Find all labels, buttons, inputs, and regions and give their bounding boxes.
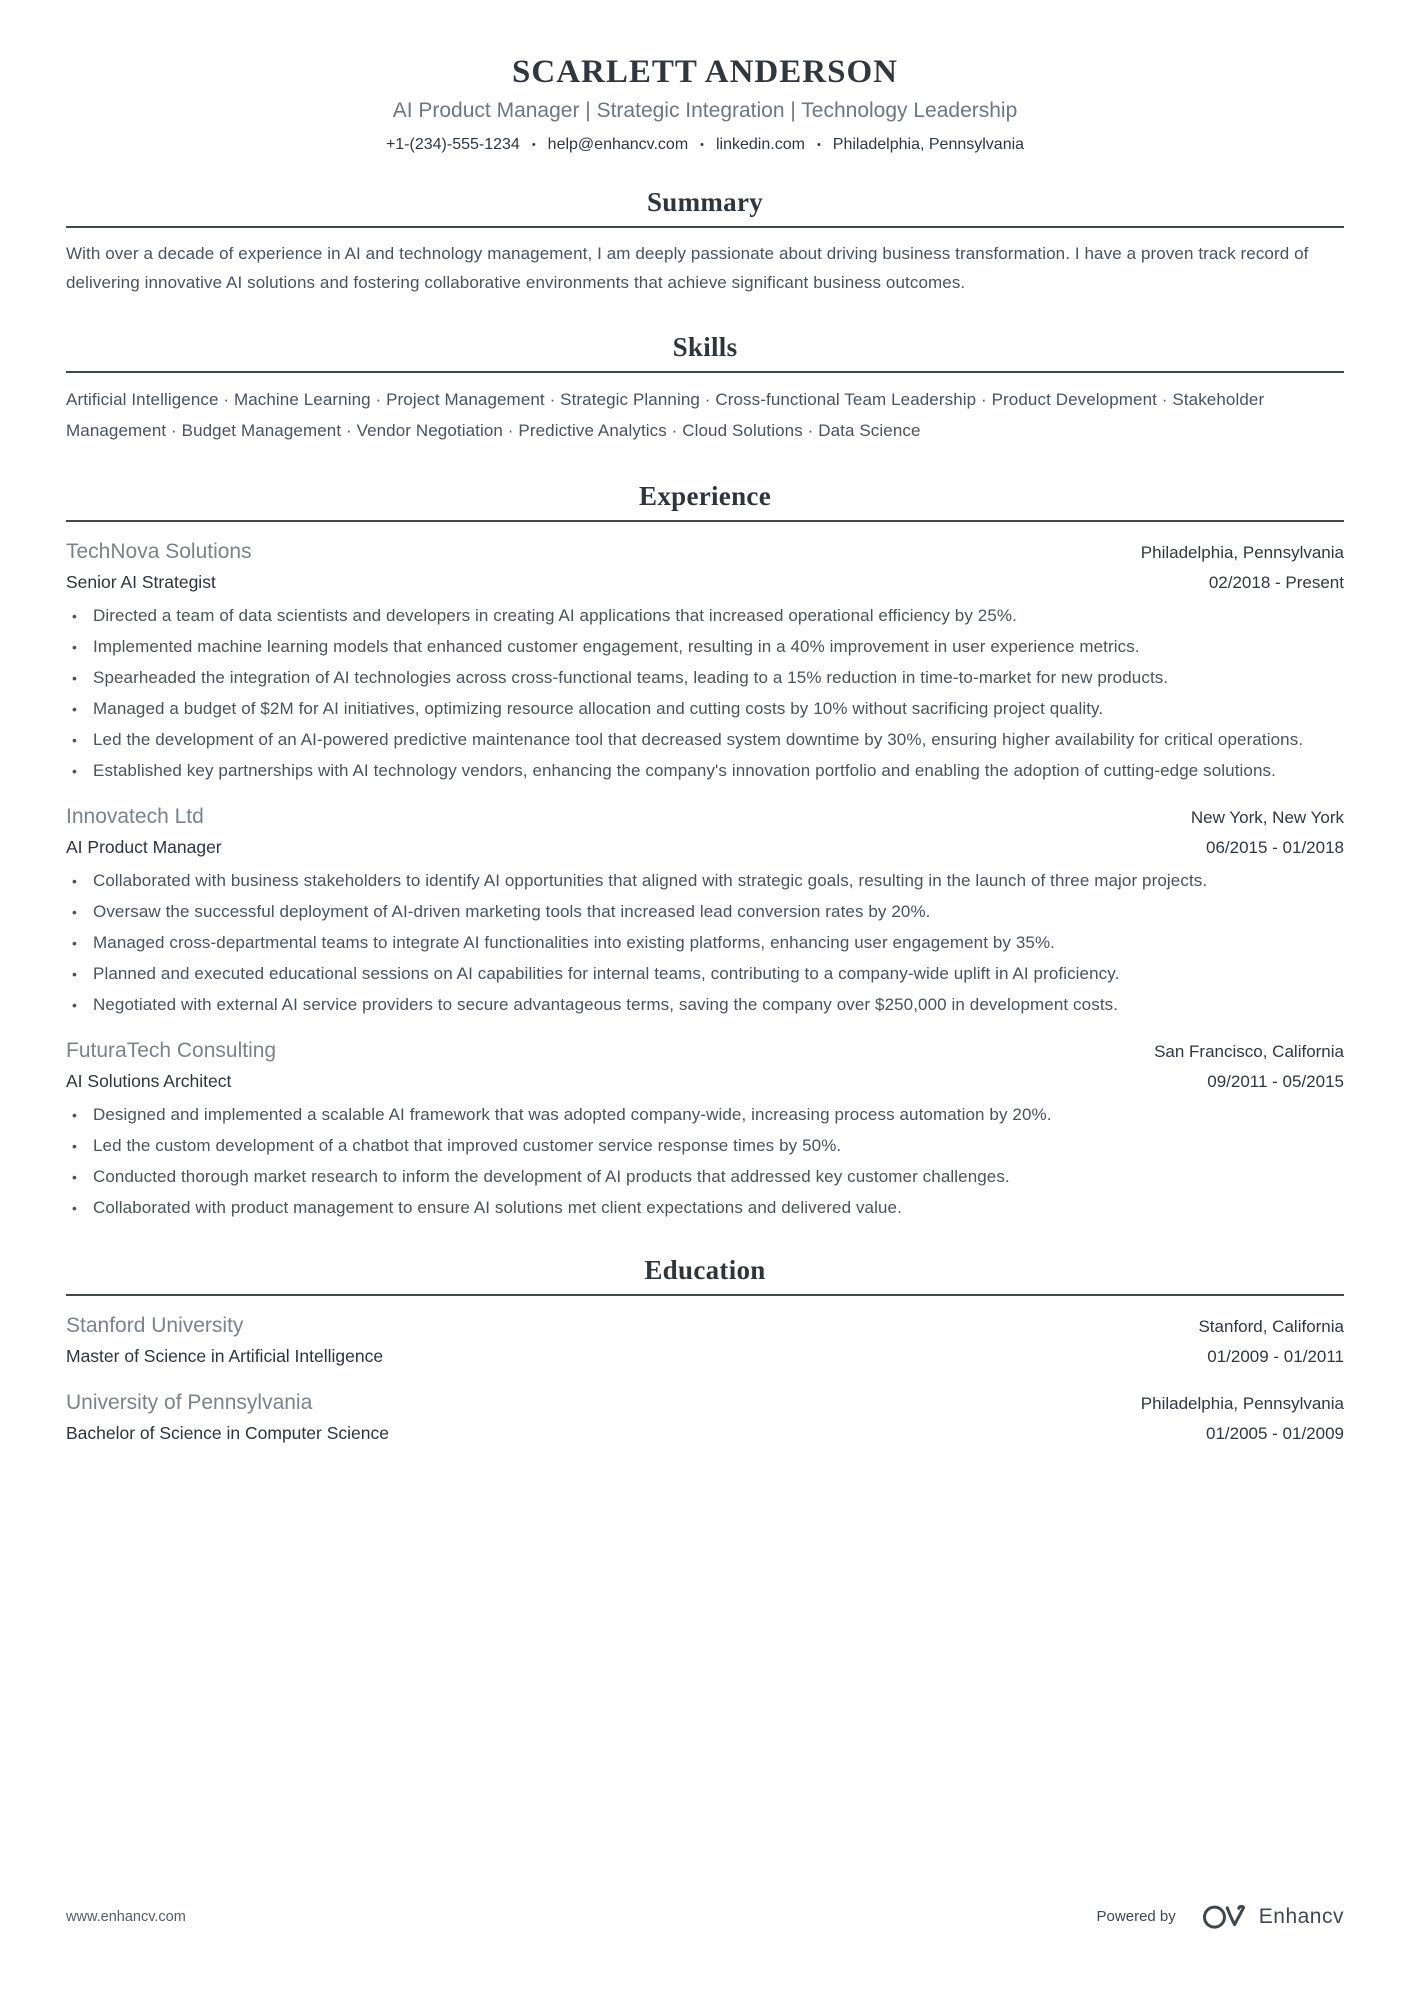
company-name: TechNova Solutions bbox=[66, 540, 252, 563]
section-divider bbox=[66, 371, 1344, 373]
job-location: San Francisco, California bbox=[1154, 1042, 1344, 1061]
section-skills bbox=[66, 331, 1344, 446]
contact-linkedin[interactable]: linkedin.com bbox=[716, 136, 805, 153]
education-school bbox=[66, 1389, 1344, 1446]
section-divider bbox=[66, 520, 1344, 522]
school-dates: 01/2005 - 01/2009 bbox=[1205, 1424, 1344, 1443]
website-link[interactable]: www.enhancv.com bbox=[66, 1908, 186, 1925]
job-bullet: • Collaborated with business stakeholders to identify AI opportunities that aligned with strategic goals, resulting in the launch of three major projects. bbox=[66, 869, 1344, 893]
enhancv-logo-link[interactable] bbox=[1202, 1902, 1344, 1931]
job-bullets bbox=[66, 869, 1344, 1017]
job-bullets bbox=[66, 604, 1344, 783]
job-dates: 06/2015 - 01/2018 bbox=[1205, 838, 1344, 857]
section-heading-experience: Experience bbox=[639, 481, 771, 511]
job-bullet: • Established key partnerships with AI technology vendors, enhancing the company's innovation portfolio and enabling the adoption of cutting-edge solutions. bbox=[66, 759, 1344, 783]
job-bullet: • Led the development of an AI-powered predictive maintenance tool that decreased system downtime by 30%, ensuring higher availability for critical operations. bbox=[66, 728, 1344, 752]
contact-line bbox=[66, 134, 1344, 156]
contact-separator: • bbox=[816, 139, 821, 151]
experience-job bbox=[66, 803, 1344, 1017]
education-school bbox=[66, 1312, 1344, 1369]
job-dates: 02/2018 - Present bbox=[1208, 573, 1344, 592]
experience-job bbox=[66, 1037, 1344, 1220]
school-location: Philadelphia, Pennsylvania bbox=[1140, 1394, 1344, 1413]
job-bullet: • Conducted thorough market research to inform the development of AI products that addressed key customer challenges. bbox=[66, 1165, 1344, 1189]
job-title: Senior AI Strategist bbox=[66, 572, 216, 592]
company-name: FuturaTech Consulting bbox=[66, 1039, 277, 1062]
section-heading-summary: Summary bbox=[646, 187, 764, 217]
school-location: Stanford, California bbox=[1198, 1317, 1344, 1336]
education-schools bbox=[66, 1312, 1344, 1446]
job-bullet: • Negotiated with external AI service providers to secure advantageous terms, saving the company over $250,000 in development costs. bbox=[66, 993, 1344, 1017]
job-bullet: • Directed a team of data scientists and developers in creating AI applications that increased operational efficiency by 25%. bbox=[66, 604, 1344, 628]
section-heading-skills: Skills bbox=[672, 332, 738, 362]
contact-separator: • bbox=[531, 139, 536, 151]
contact-separator: • bbox=[700, 139, 704, 151]
page-footer bbox=[66, 1902, 1344, 1931]
degree: Bachelor of Science in Computer Science bbox=[66, 1423, 389, 1443]
headline: AI Product Manager | Strategic Integration | Technology Leadership bbox=[392, 99, 1018, 122]
section-summary bbox=[66, 186, 1344, 297]
job-bullet: • Managed cross-departmental teams to integrate AI functionalities into existing platforms, enhancing user engagement by 35%. bbox=[66, 931, 1344, 955]
enhancv-brand-name: Enhancv bbox=[1258, 1904, 1344, 1928]
section-divider bbox=[66, 1294, 1344, 1296]
contact-phone: +1-(234)-555-1234 bbox=[385, 136, 520, 153]
job-title: AI Product Manager bbox=[66, 837, 222, 857]
company-name: Innovatech Ltd bbox=[66, 805, 204, 828]
job-bullet: • Spearheaded the integration of AI technologies across cross-functional teams, leading to a 15% reduction in time-to-market for new products. bbox=[66, 666, 1344, 690]
skills-text: Artificial Intelligence · Machine Learning · Project Management · Strategic Planning · Cross-functional Team Leadership · Product Development · Stakeholder Management · Budget Management · Vendor Negotiation · Predictive Analytics · Cloud Solutions · Data Science bbox=[66, 390, 1265, 440]
section-heading-education: Education bbox=[644, 1255, 766, 1285]
candidate-name: SCARLETT ANDERSON bbox=[512, 54, 898, 90]
school-dates: 01/2009 - 01/2011 bbox=[1207, 1347, 1344, 1366]
summary-text: With over a decade of experience in AI and technology management, I am deeply passionate about driving business transformation. I have a proven track record of delivering innovative AI solutions and fostering collaborative environments that achieve significant business outcomes. bbox=[66, 244, 1309, 292]
job-bullet: • Collaborated with product management to ensure AI solutions met client expectations and delivered value. bbox=[66, 1196, 1344, 1220]
job-bullet: • Planned and executed educational sessions on AI capabilities for internal teams, contributing to a company-wide uplift in AI proficiency. bbox=[66, 962, 1344, 986]
job-bullet: • Managed a budget of $2M for AI initiatives, optimizing resource allocation and cutting costs by 10% without sacrificing project quality. bbox=[66, 697, 1344, 721]
job-bullet: • Oversaw the successful deployment of AI-driven marketing tools that increased lead conversion rates by 20%. bbox=[66, 900, 1344, 924]
job-dates: 09/2011 - 05/2015 bbox=[1207, 1072, 1344, 1091]
section-divider bbox=[66, 226, 1344, 228]
powered-by bbox=[1097, 1902, 1344, 1931]
section-education bbox=[66, 1254, 1344, 1446]
section-experience bbox=[66, 480, 1344, 1220]
powered-by-label: Powered by bbox=[1096, 1908, 1176, 1925]
experience-jobs bbox=[66, 538, 1344, 1220]
job-bullet: • Led the custom development of a chatbot that improved customer service response times by 50%. bbox=[66, 1134, 1344, 1158]
degree: Master of Science in Artificial Intelligence bbox=[66, 1346, 384, 1366]
school-name: University of Pennsylvania bbox=[66, 1391, 313, 1414]
job-bullets bbox=[66, 1103, 1344, 1220]
resume-header bbox=[66, 52, 1344, 156]
experience-job bbox=[66, 538, 1344, 783]
contact-location: Philadelphia, Pennsylvania bbox=[832, 136, 1025, 153]
job-location: Philadelphia, Pennsylvania bbox=[1140, 543, 1344, 562]
enhancv-logo-icon bbox=[1202, 1902, 1249, 1931]
job-location: New York, New York bbox=[1190, 808, 1344, 827]
school-name: Stanford University bbox=[66, 1314, 244, 1337]
job-title: AI Solutions Architect bbox=[66, 1071, 232, 1091]
job-bullet: • Implemented machine learning models that enhanced customer engagement, resulting in a 40% improvement in user experience metrics. bbox=[66, 635, 1344, 659]
job-bullet: • Designed and implemented a scalable AI framework that was adopted company-wide, increasing process automation by 20%. bbox=[66, 1103, 1344, 1127]
contact-email[interactable]: help@enhancv.com bbox=[547, 136, 689, 153]
